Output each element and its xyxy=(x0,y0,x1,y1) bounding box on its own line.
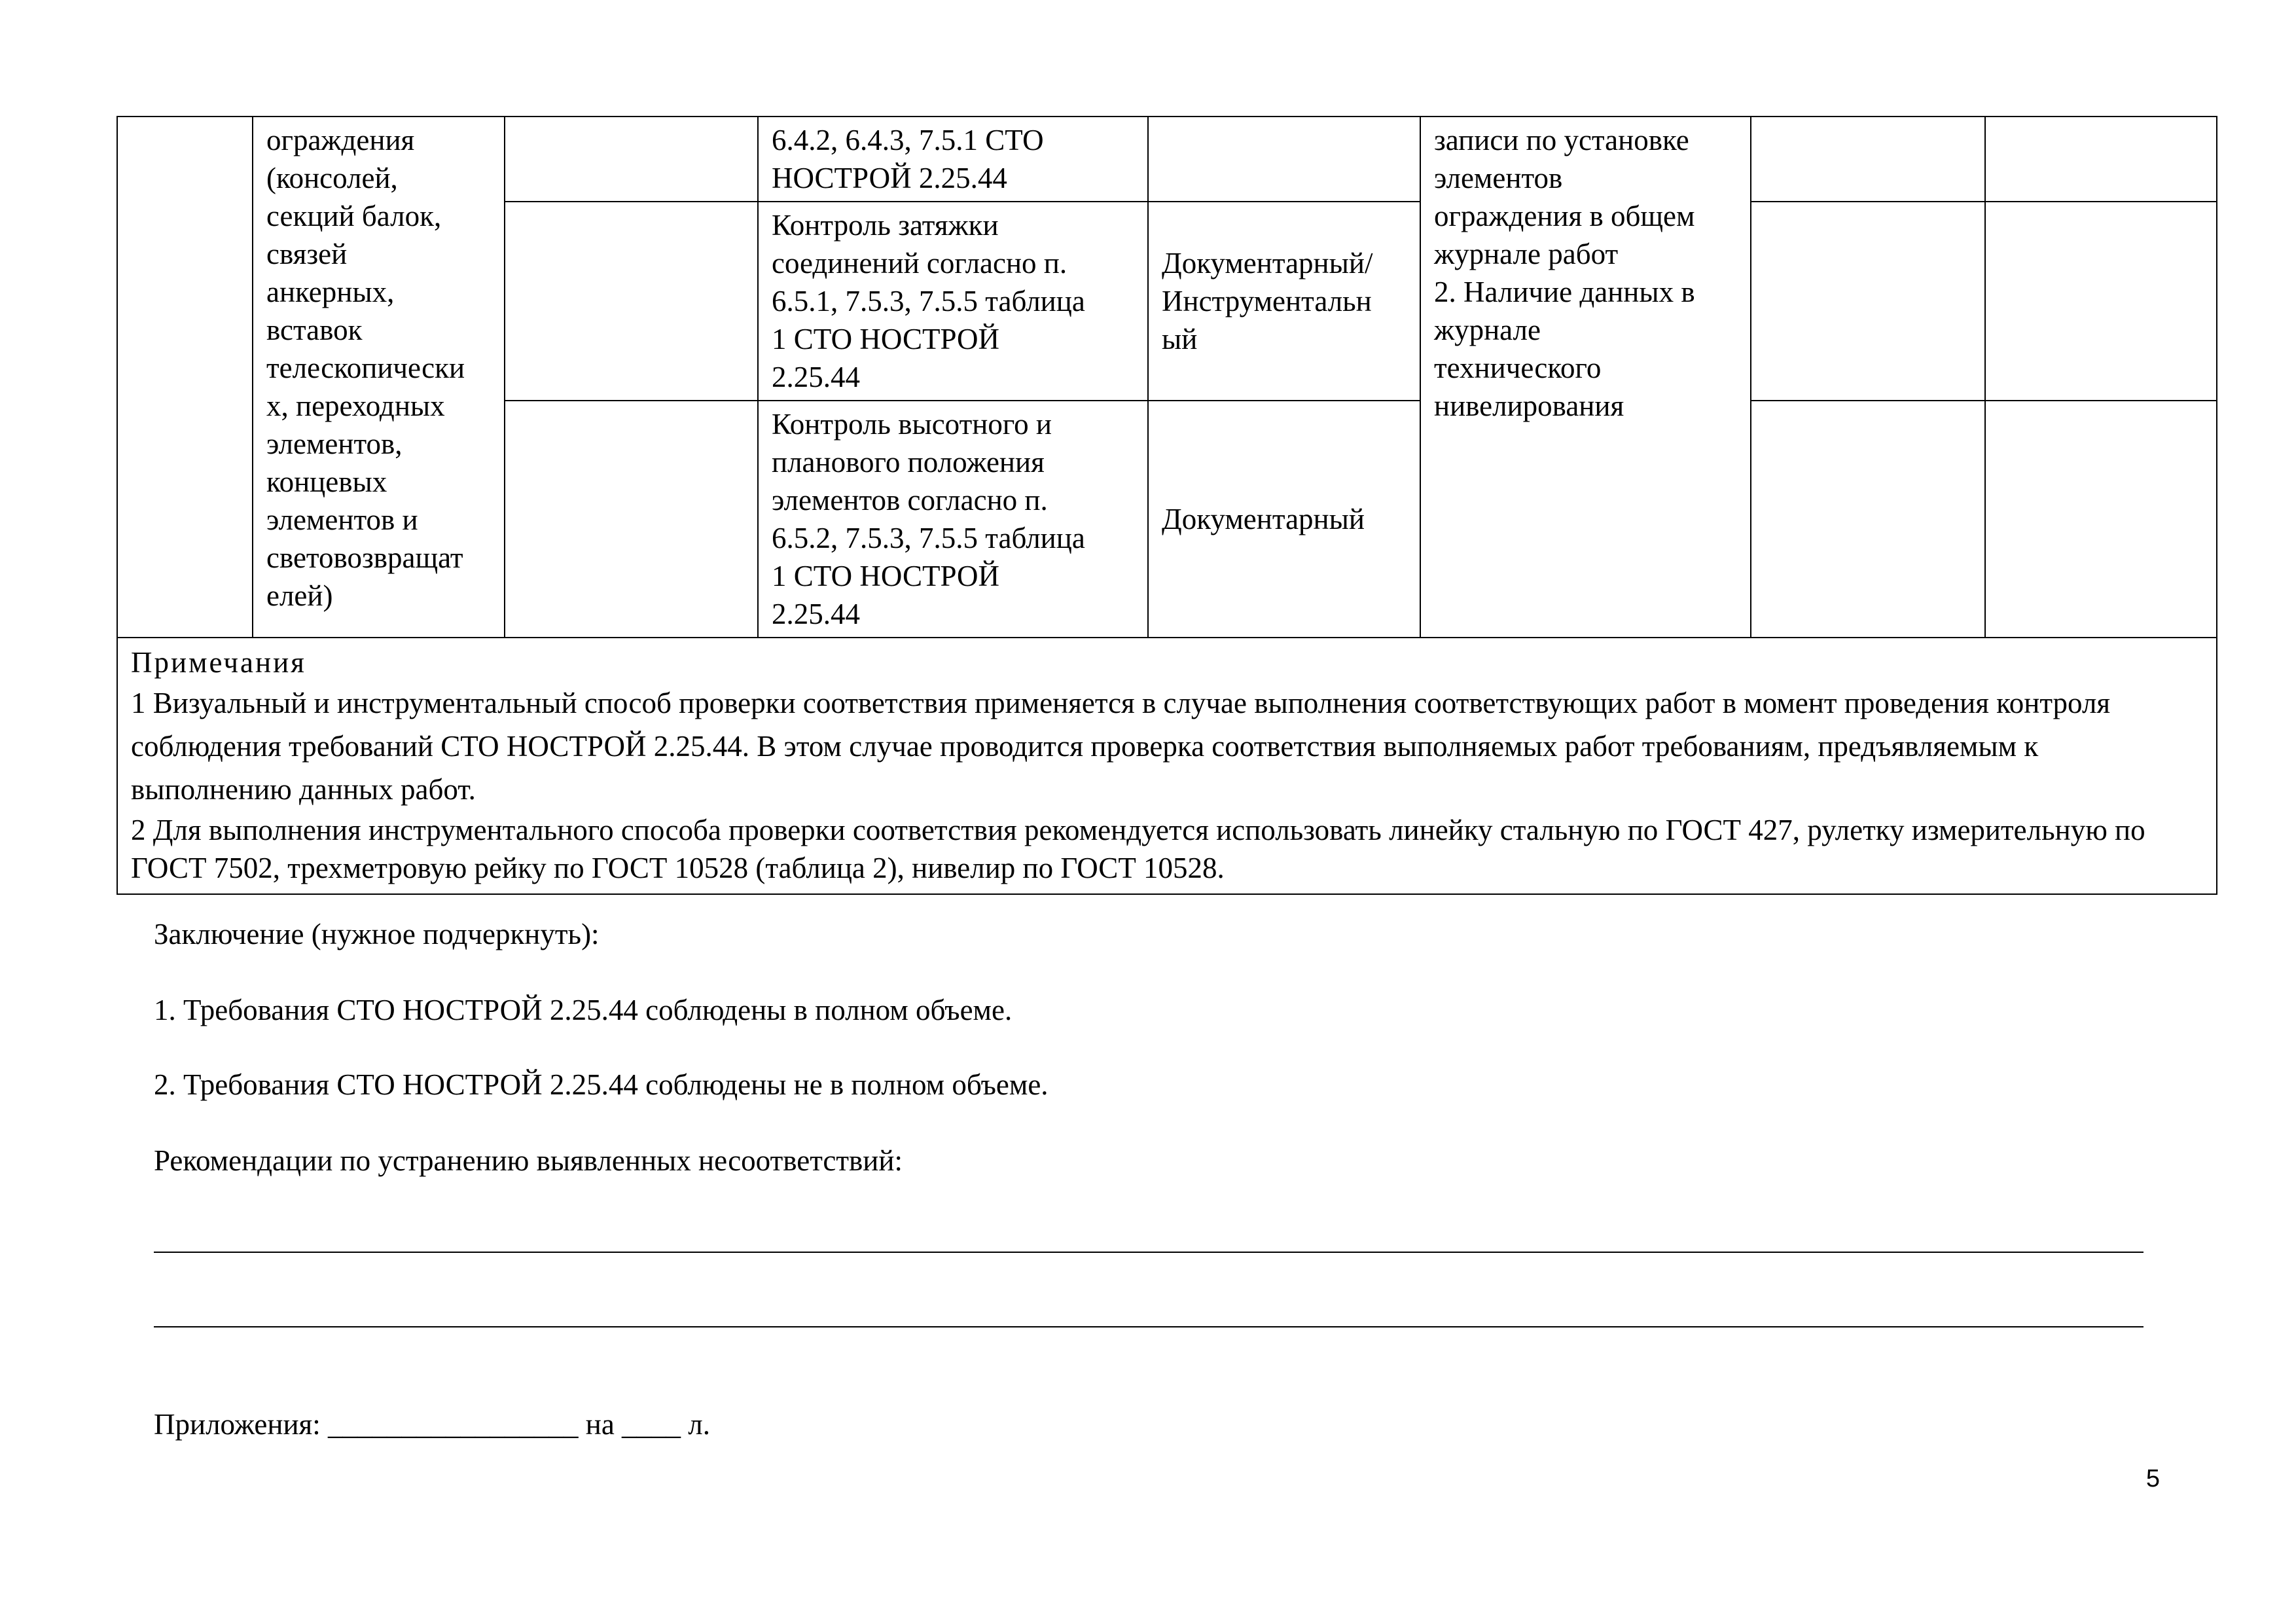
table-cell xyxy=(1985,401,2217,638)
table-cell xyxy=(1751,401,1985,638)
note-1: 1 Визуальный и инструментальный способ проверки соответствия применяется в случае выполнения соответствующих работ в момент проведения контроля соблюдения требований СТО НОСТРОЙ 2.25.44. В этом случае проводится проверка соответствия выполняемых работ требованиям, предъявляемым к выполнению данных работ. xyxy=(131,687,2111,806)
table-cell-method: Документарный/ Инструментальн ый xyxy=(1148,202,1420,401)
table-cell xyxy=(1751,117,1985,202)
conclusion-heading: Заключение (нужное подчеркнуть): xyxy=(154,918,600,950)
notes-title: Примечания xyxy=(131,646,306,679)
table-row xyxy=(117,117,2217,202)
table-cell xyxy=(1985,117,2217,202)
table-cell-number xyxy=(117,117,253,638)
table-cell xyxy=(505,202,758,401)
inspection-table xyxy=(117,116,2217,895)
table-cell xyxy=(1751,202,1985,401)
note-2: 2 Для выполнения инструментального способа проверки соответствия рекомендуется использовать линейку стальную по ГОСТ 427, рулетку измерительную по ГОСТ 7502, трехметровую рейку по ГОСТ 10528 (таблица 2), нивелир по ГОСТ 10528. xyxy=(131,814,2145,884)
table-cell xyxy=(505,117,758,202)
table-cell-method: Документарный xyxy=(1148,401,1420,638)
table-cell-requirement: Контроль высотного и планового положения элементов согласно п. 6.5.2, 7.5.3, 7.5.5 таблица 1 СТО НОСТРОЙ 2.25.44 xyxy=(758,401,1148,638)
table-cell-evidence: записи по установке элементов ограждения в общем журнале работ 2. Наличие данных в журнале технического нивелирования xyxy=(1420,117,1751,638)
recommendations-label: Рекомендации по устранению выявленных несоответствий: xyxy=(154,1144,903,1177)
table-cell-requirement: 6.4.2, 6.4.3, 7.5.1 СТО НОСТРОЙ 2.25.44 xyxy=(758,117,1148,202)
table-cell xyxy=(1985,202,2217,401)
page-number: 5 xyxy=(2145,1465,2160,1492)
recommendations-line-1 xyxy=(154,1252,2144,1253)
table-cell xyxy=(505,401,758,638)
conclusion-option-1: 1. Требования СТО НОСТРОЙ 2.25.44 соблюдены в полном объеме. xyxy=(154,994,1013,1026)
notes-row xyxy=(117,638,2217,894)
table-cell-method xyxy=(1148,117,1420,202)
conclusion-option-2: 2. Требования СТО НОСТРОЙ 2.25.44 соблюдены не в полном объеме. xyxy=(154,1068,1049,1101)
notes-cell xyxy=(117,638,2217,894)
recommendations-line-2 xyxy=(154,1326,2144,1327)
table-cell-element: ограждения (консолей, секций балок, связей анкерных, вставок телескопически х, переходных элементов, концевых элементов и световозвращат елей) xyxy=(253,117,505,638)
attachments-line: Приложения: _________________ на ____ л. xyxy=(154,1408,711,1441)
table-cell-requirement: Контроль затяжки соединений согласно п. 6.5.1, 7.5.3, 7.5.5 таблица 1 СТО НОСТРОЙ 2.25.44 xyxy=(758,202,1148,401)
